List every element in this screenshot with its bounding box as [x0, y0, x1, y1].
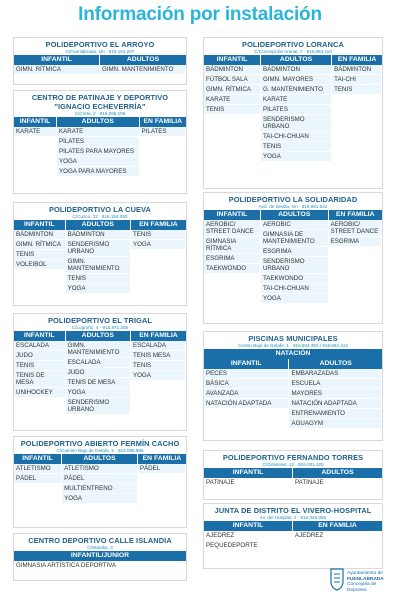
activity-item: TENIS [332, 85, 382, 95]
activity-item: TENIS [131, 361, 186, 371]
activity-column [66, 230, 131, 294]
activity-column [261, 220, 329, 304]
activity-item: TAI-CHI [332, 75, 382, 85]
activity-column [100, 65, 186, 75]
activity-item: TAI-CHI-CHUAN [261, 132, 332, 142]
activity-item: ESGRIMA [204, 254, 261, 264]
column-headers [14, 55, 186, 65]
card-polideportivo-loranca [203, 37, 383, 189]
activity-item: SENDERISMO URBANO [66, 398, 131, 415]
activity-item: AJEDREZ [293, 531, 382, 541]
activity-item: TENIS DE MESA [14, 371, 66, 388]
activity-columns [204, 478, 382, 488]
activity-item: MULTIENTRENO [62, 484, 138, 494]
column-header: ADULTOS [261, 55, 332, 65]
column-headers [204, 359, 382, 369]
facility-name: POLIDEPORTIVO EL ARROYO [45, 40, 155, 49]
activity-column [289, 369, 382, 429]
card-header [14, 437, 186, 454]
activity-item: G. MANTENIMIENTO [261, 85, 332, 95]
facility-address: C/Logroño, 4 · 916.971.305 [71, 325, 129, 330]
activity-item: VOLEIBOL [14, 260, 66, 270]
activity-item: PILATES [140, 127, 186, 137]
card-header [204, 38, 382, 55]
activity-columns [14, 561, 186, 571]
column-headers [14, 220, 186, 230]
activity-column [329, 220, 382, 304]
facility-name: CENTRO DEPORTIVO CALLE ISLANDIA [28, 536, 172, 545]
column-header: EN FAMILIA [293, 521, 382, 531]
activity-column [204, 220, 261, 304]
activity-item: SENDERISMO URBANO [261, 115, 332, 132]
facility-address: Centro Bajo de Getafe, 1 · 916.504.393 / 916.064.412 [238, 343, 348, 348]
activity-column [131, 230, 186, 294]
activity-item: TENIS [14, 250, 66, 260]
activity-item: YOGA [66, 284, 131, 294]
facility-address: C/Fuenlabrada, s/n · 916.154.207 [65, 49, 135, 54]
card-junta-distrito-vivero [203, 503, 383, 569]
activity-item: GIMN. MAYORES [261, 75, 332, 85]
column-header: INFANTIL [14, 220, 66, 230]
activity-column [14, 464, 62, 504]
activity-item: PILATES [57, 137, 140, 147]
activity-column [138, 464, 186, 504]
activity-column [131, 341, 186, 415]
activity-item: ESCALADA [14, 341, 66, 351]
activity-item: GIMN. MANTENIMIENTO [100, 65, 186, 75]
column-header: INFANTIL [14, 117, 57, 127]
facility-name-line-2: "IGNACIO ECHEVERRÍA" [54, 102, 146, 111]
column-header: EN FAMILIA [332, 55, 382, 65]
activity-item: NATACIÓN ADAPTADA [289, 399, 382, 409]
activity-item: UNIHOCKEY [14, 388, 66, 398]
activity-item: YOGA [62, 494, 138, 504]
card-header [14, 534, 186, 551]
activity-item: PÁDEL [14, 474, 62, 484]
column-headers [14, 117, 186, 127]
city-shield-icon [330, 567, 344, 591]
card-polideportivo-fernando-torres [203, 450, 383, 500]
activity-item: YOGA PARA MAYORES [57, 167, 140, 177]
activity-columns [14, 65, 186, 75]
column-header: ADULTOS [261, 210, 329, 220]
activity-item: AVANZADA [204, 389, 289, 399]
activity-columns [14, 127, 186, 177]
activity-item: PILATES PARA MAYORES [57, 147, 140, 157]
card-polideportivo-la-cueva [13, 202, 187, 306]
card-header [204, 193, 382, 210]
column-header: INFANTIL [204, 210, 261, 220]
activity-item: ENTRENAMIENTO [289, 409, 382, 419]
activity-columns [204, 531, 382, 551]
column-headers [204, 210, 382, 220]
card-piscinas-municipales [203, 331, 383, 441]
activity-column [14, 65, 100, 75]
activity-item: PATINAJE [204, 478, 293, 488]
activity-item: JUDO [14, 351, 66, 361]
column-header: INFANTIL [204, 521, 293, 531]
activity-item: ESGRIMA [261, 247, 329, 257]
column-header: INFANTIL [204, 359, 289, 369]
activity-item: AJEDREZ [204, 531, 293, 541]
activity-item: YOGA [261, 152, 332, 162]
column-header: EN FAMILIA [131, 331, 186, 341]
activity-item: GIMNASIA RÍTMICA [204, 237, 261, 254]
activity-item: BÁDMINTON [14, 230, 66, 240]
activity-item: KARATE [204, 95, 261, 105]
card-header [204, 451, 382, 468]
column-header: INFANTIL [204, 55, 261, 65]
activity-item: BÁDMINTON [261, 65, 332, 75]
column-header: INFANTIL [14, 331, 66, 341]
activity-column [14, 230, 66, 294]
activity-item: YOGA [131, 371, 186, 381]
activity-item: EMBARAZADAS [289, 369, 382, 379]
column-header: ADULTOS [293, 468, 382, 478]
activity-item: GIMN. MANTENIMIENTO [66, 341, 131, 358]
facility-address: C/Islandia, 3 [87, 545, 113, 550]
activity-item: TENIS [204, 105, 261, 115]
activity-columns [14, 341, 186, 415]
column-header: EN FAMILIA [329, 210, 382, 220]
activity-column [62, 464, 138, 504]
activity-item: GIMN. RÍTMICA [14, 240, 66, 250]
card-header [14, 314, 186, 331]
activity-item: TENIS MESA [131, 351, 186, 361]
activity-item: ATLETISMO [62, 464, 138, 474]
activity-item: TENIS [261, 142, 332, 152]
activity-item: YOGA [131, 240, 186, 250]
activity-column [332, 65, 382, 162]
activity-item: KARATE [57, 127, 140, 137]
column-header: INFANTIL [14, 55, 100, 65]
column-header: EN FAMILIA [138, 454, 186, 464]
facility-address: C/Cuzco, 12 · 916.154.093 [72, 214, 128, 219]
activity-item: ESGRIMA [329, 237, 382, 247]
activity-item: TENIS DE MESA [66, 378, 131, 388]
column-header: INFANTIL [14, 454, 62, 464]
card-centro-patinaje [13, 90, 187, 194]
logo-line-3: Concejalía de Deportes [347, 582, 377, 593]
column-headers [14, 331, 186, 341]
facility-name: POLIDEPORTIVO LA SOLIDARIDAD [228, 195, 358, 204]
activity-item: PÁDEL [138, 464, 186, 474]
activity-column [293, 478, 382, 488]
activity-column [293, 531, 382, 551]
column-header: ADULTOS [62, 454, 138, 464]
facility-name: JUNTA DE DISTRITO EL VIVERO-HOSPITAL [214, 506, 372, 515]
activity-item: PEQUEDEPORTE [204, 541, 293, 551]
card-header [204, 332, 382, 349]
activity-item: GIMNASIA DE MANTENIMIENTO [261, 230, 329, 247]
activity-item: FÚTBOL SALA [204, 75, 261, 85]
activity-item: ATLETISMO [14, 464, 62, 474]
card-polideportivo-fermin-cacho [13, 436, 187, 528]
activity-item: TENIS [66, 274, 131, 284]
activity-item: TAI-CHI-CHUAN [261, 284, 329, 294]
column-header: ADULTOS [57, 117, 140, 127]
facility-address: C/Creta, 2 · 916.085.106 [74, 111, 126, 116]
activity-item: SENDERISMO URBANO [66, 240, 131, 257]
column-header: INFANTIL [204, 468, 293, 478]
facility-name: POLIDEPORTIVO ABIERTO FERMÍN CACHO [20, 439, 180, 448]
activity-column [204, 65, 261, 162]
activity-item: SENDERISMO URBANO [261, 257, 329, 274]
activity-item: TAEKWONDO [204, 264, 261, 274]
activity-item: PECES [204, 369, 289, 379]
column-header: EN FAMILIA [140, 117, 186, 127]
activity-item: TENIS [131, 230, 186, 240]
column-headers [204, 55, 382, 65]
activity-item: BÁDMINTON [66, 230, 131, 240]
card-centro-calle-islandia [13, 533, 187, 581]
fuenlabrada-logo [330, 565, 392, 595]
logo-text [347, 571, 392, 593]
activity-column [66, 341, 131, 415]
facility-name: POLIDEPORTIVO EL TRIGAL [48, 316, 152, 325]
facility-address: C/Concepción Arenal, 7 · 916.893.110 [254, 49, 332, 54]
activity-columns [14, 464, 186, 504]
activity-item: AEROBIC/ STREET DANCE [329, 220, 382, 237]
activity-item: KARATE [14, 127, 57, 137]
activity-item: MAYORES [289, 389, 382, 399]
facility-name: POLIDEPORTIVO FERNANDO TORRES [222, 453, 364, 462]
logo-line-2: FUENLABRADA [347, 576, 384, 582]
logo-line-1: Ayuntamiento de [347, 571, 383, 576]
activity-column [261, 65, 332, 162]
activity-item: GIMN. MANTENIMIENTO [66, 257, 131, 274]
column-header: ADULTOS [100, 55, 186, 65]
activity-column [204, 478, 293, 488]
activity-item: AEROBIC/ STREET DANCE [204, 220, 261, 237]
activity-item: YOGA [57, 157, 140, 167]
column-headers [14, 454, 186, 464]
activity-columns [204, 65, 382, 162]
activity-column [14, 127, 57, 177]
activity-column [57, 127, 140, 177]
card-header [14, 91, 186, 117]
activity-item: PATINAJE [293, 478, 382, 488]
activity-item: GIMN. RÍTMICA [14, 65, 100, 75]
activity-item: TAEKWONDO [261, 274, 329, 284]
activity-item: TENIS [14, 361, 66, 371]
column-headers [204, 468, 382, 478]
activity-item: ESCUELA [289, 379, 382, 389]
activity-item: NATACIÓN ADAPTADA [204, 399, 289, 409]
activity-item: PILATES [261, 105, 332, 115]
column-headers [14, 551, 186, 561]
card-polideportivo-el-arroyo [13, 37, 187, 85]
facility-name: CENTRO DE PATINAJE Y DEPORTIVO [31, 93, 169, 102]
facility-address: C/Girasoles, 12 · 916.001.325 [262, 462, 324, 467]
activity-item: AGUAGYM [289, 419, 382, 429]
activity-item: PÁDEL [62, 474, 138, 484]
facility-name: POLIDEPORTIVO LA CUEVA [49, 205, 151, 214]
card-polideportivo-la-solidaridad [203, 192, 383, 324]
activity-columns [204, 220, 382, 304]
activity-item: BÁSICA [204, 379, 289, 389]
card-header [14, 203, 186, 220]
activity-item: KARATE [261, 95, 332, 105]
column-header: ADULTOS [66, 220, 131, 230]
activity-item: ESCALADA [131, 341, 186, 351]
card-header [14, 38, 186, 55]
column-header: ADULTOS [66, 331, 131, 341]
activity-item: YOGA [261, 294, 329, 304]
activity-column [14, 341, 66, 415]
activity-item: ESCALADA [66, 358, 131, 368]
activity-column [140, 127, 186, 177]
facility-name: POLIDEPORTIVO LORANCA [242, 40, 344, 49]
card-header [204, 504, 382, 521]
column-header: INFANTIL/JUNIOR [14, 551, 186, 561]
card-polideportivo-el-trigal [13, 313, 187, 431]
column-headers [204, 521, 382, 531]
column-header: ADULTOS [289, 359, 382, 369]
activity-item: YOGA [66, 388, 131, 398]
activity-item: GIMNASIA ARTÍSTICA DEPORTIVA [14, 561, 186, 571]
activity-columns [204, 369, 382, 429]
activity-item: BÁDMINTON [204, 65, 261, 75]
activity-item: JUDO [66, 368, 131, 378]
activity-columns [14, 230, 186, 294]
activity-column [204, 369, 289, 429]
page-title: Información por instalación [78, 4, 322, 25]
facility-address: Avd. de Sevilla, s/n · 916.081.631 [258, 204, 328, 209]
activity-item: GIMN. RÍTMICA [204, 85, 261, 95]
column-header: EN FAMILIA [131, 220, 186, 230]
activity-item: BÁDMINTON [332, 65, 382, 75]
activity-column [14, 561, 186, 571]
section-bar: NATACIÓN [204, 349, 382, 359]
facility-address: C/Camino Bajo de Getafe, 2 · 916.098.986 [56, 448, 144, 453]
facility-name: PISCINAS MUNICIPALES [248, 334, 338, 343]
activity-item: AEROBIC [261, 220, 329, 230]
activity-column [204, 531, 293, 551]
facility-address: Av. del Hospital, 2 · 916.045.055 [259, 515, 327, 520]
